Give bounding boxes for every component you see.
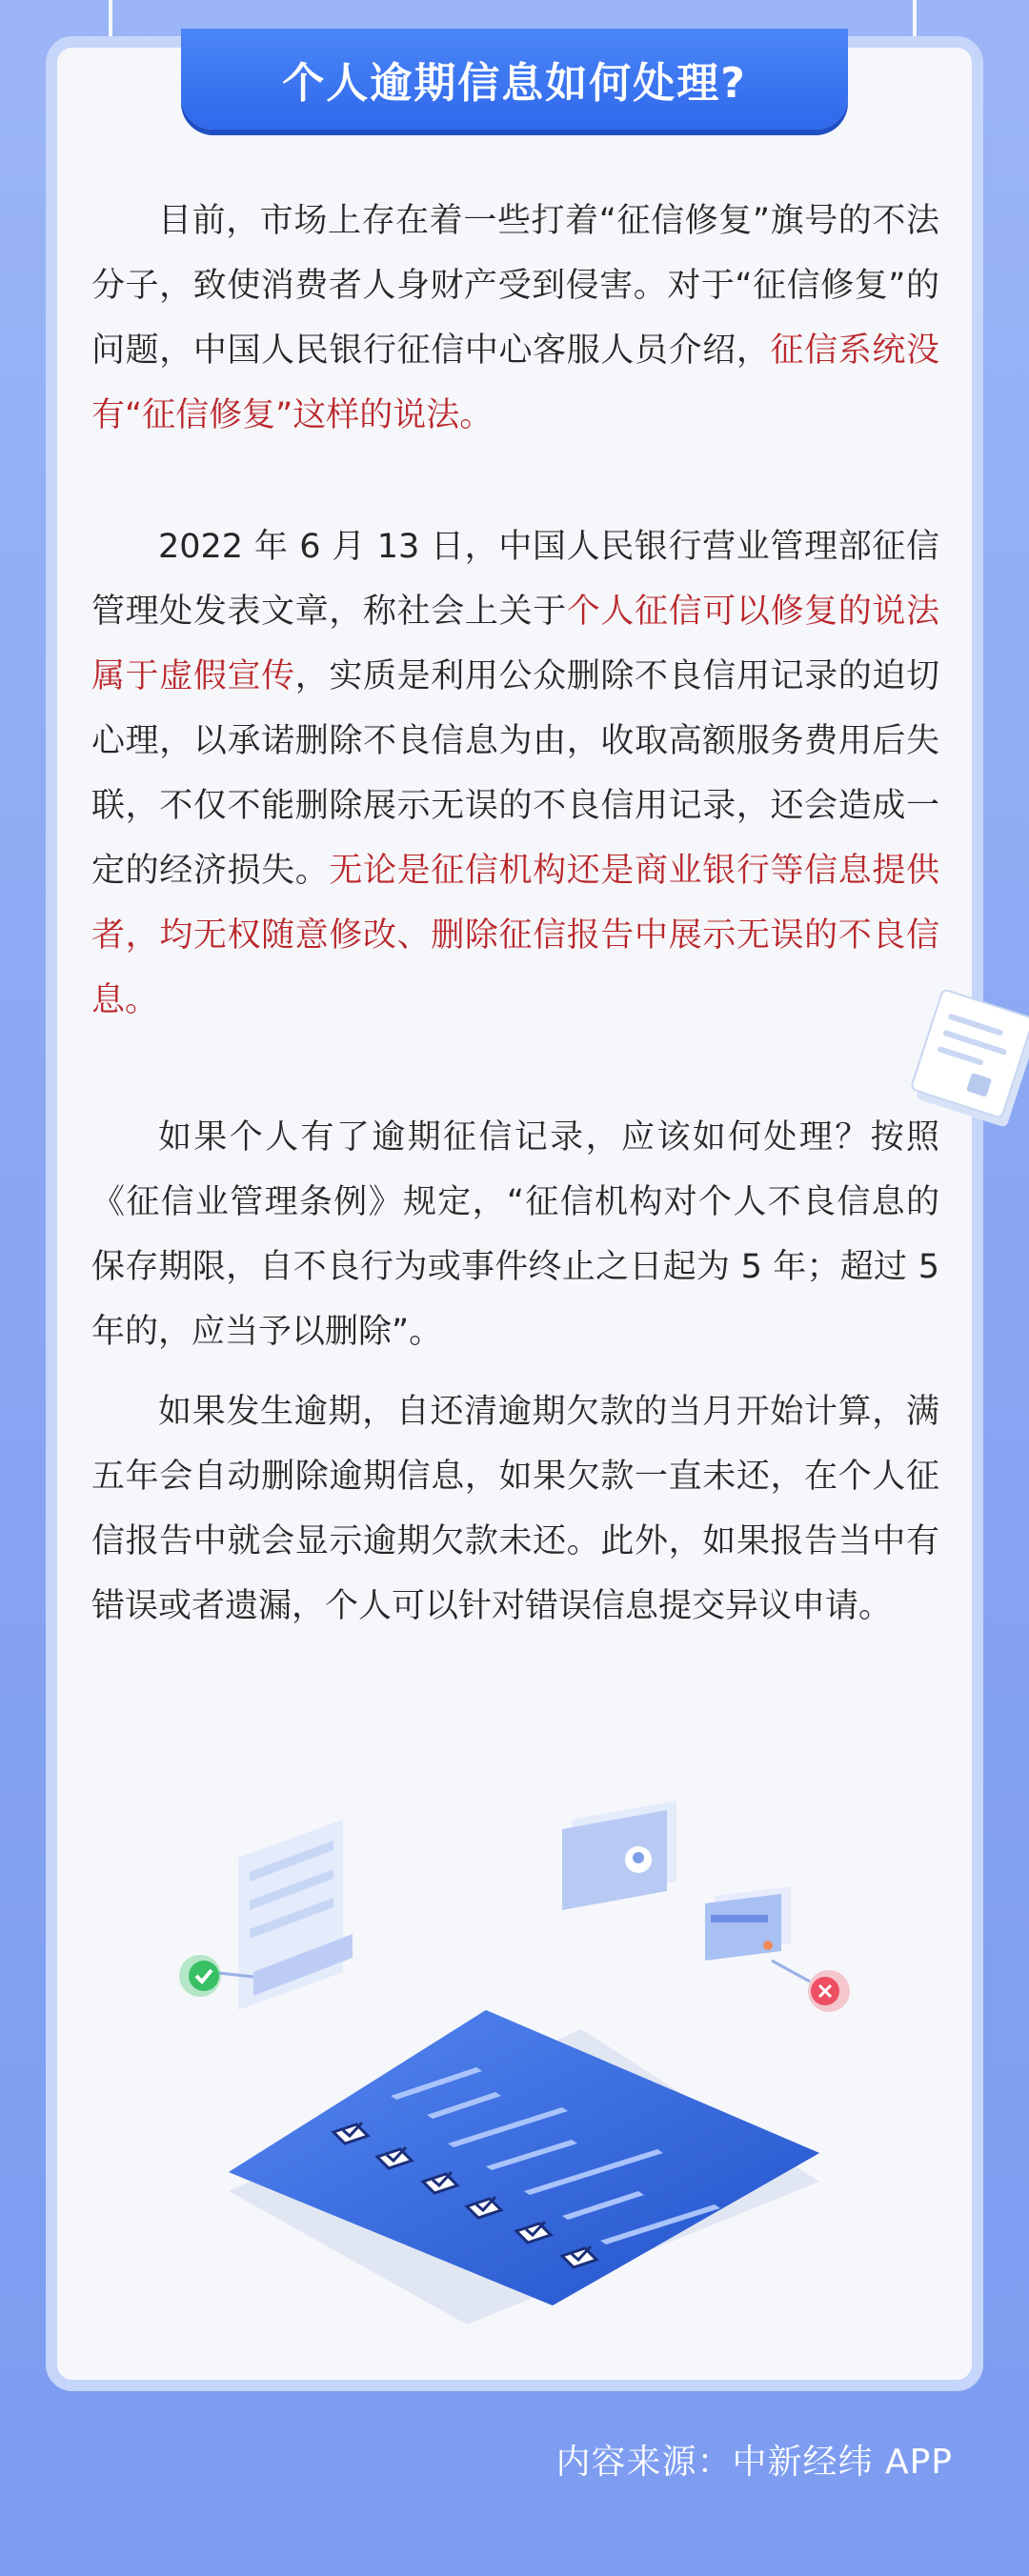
credit-card-icon [705,1886,791,1961]
title-banner [181,29,848,130]
paragraph-2-highlight-1: 个人征信可以修复的说法属于虚假宣传 [91,593,939,695]
close-circle-icon [808,1970,850,2012]
paragraph-2-text-1: 2022 年 6 月 13 日，中国人民银行营业管理部征信管理处发表文章，称社会上关于 [91,528,939,631]
paragraph-1-highlight: 征信系统没有“征信修复”这样的说法。 [91,332,939,434]
id-card-icon [562,1791,676,1910]
paragraph-1-text-1: 目前，市场上存在着一些打着“征信修复”旗号的不法分子，致使消费者人身财产受到侵害。对于“征信修复”的问题，中国人民银行征信中心客服人员介绍， [91,202,939,370]
floating-document-left [238,1820,353,2010]
paragraph-3-text: 如果个人有了逾期征信记录，应该如何处理？按照《征信业管理条例》规定，“征信机构对个人不良信息的保存期限，自不良行为或事件终止之日起为 5 年；超过 5 年的，应当予以删除”。 [91,1118,939,1351]
checklist-board-icon [229,2010,819,2305]
checklist-illustration [162,1791,886,2324]
check-circle-icon [179,1955,221,1997]
source-credit: 内容来源：中新经纬 APP [555,2443,953,2482]
paragraph-2 [91,514,939,1033]
paragraph-2-highlight-2: 无论是征信机构还是商业银行等信息提供者，均无权随意修改、删除征信报告中展示无误的不良信息。 [91,852,939,1019]
paragraph-4 [91,1379,939,1639]
paragraph-4-text: 如果发生逾期，自还清逾期欠款的当月开始计算，满五年会自动删除逾期信息，如果欠款一直未还，在个人征信报告中就会显示逾期欠款未还。此外，如果报告当中有错误或者遗漏，个人可以针对错误信息提交异议申请。 [91,1393,939,1625]
page-title: 个人逾期信息如何处理? [282,59,747,108]
paragraph-3 [91,1105,939,1364]
paragraph-1 [91,189,939,448]
paragraph-2-text-2: ，实质是利用公众删除不良信用记录的迫切心理，以承诺删除不良信息为由，收取高额服务费用后失联，不仅不能删除展示无误的不良信用记录，还会造成一定的经济损失。 [91,657,939,890]
